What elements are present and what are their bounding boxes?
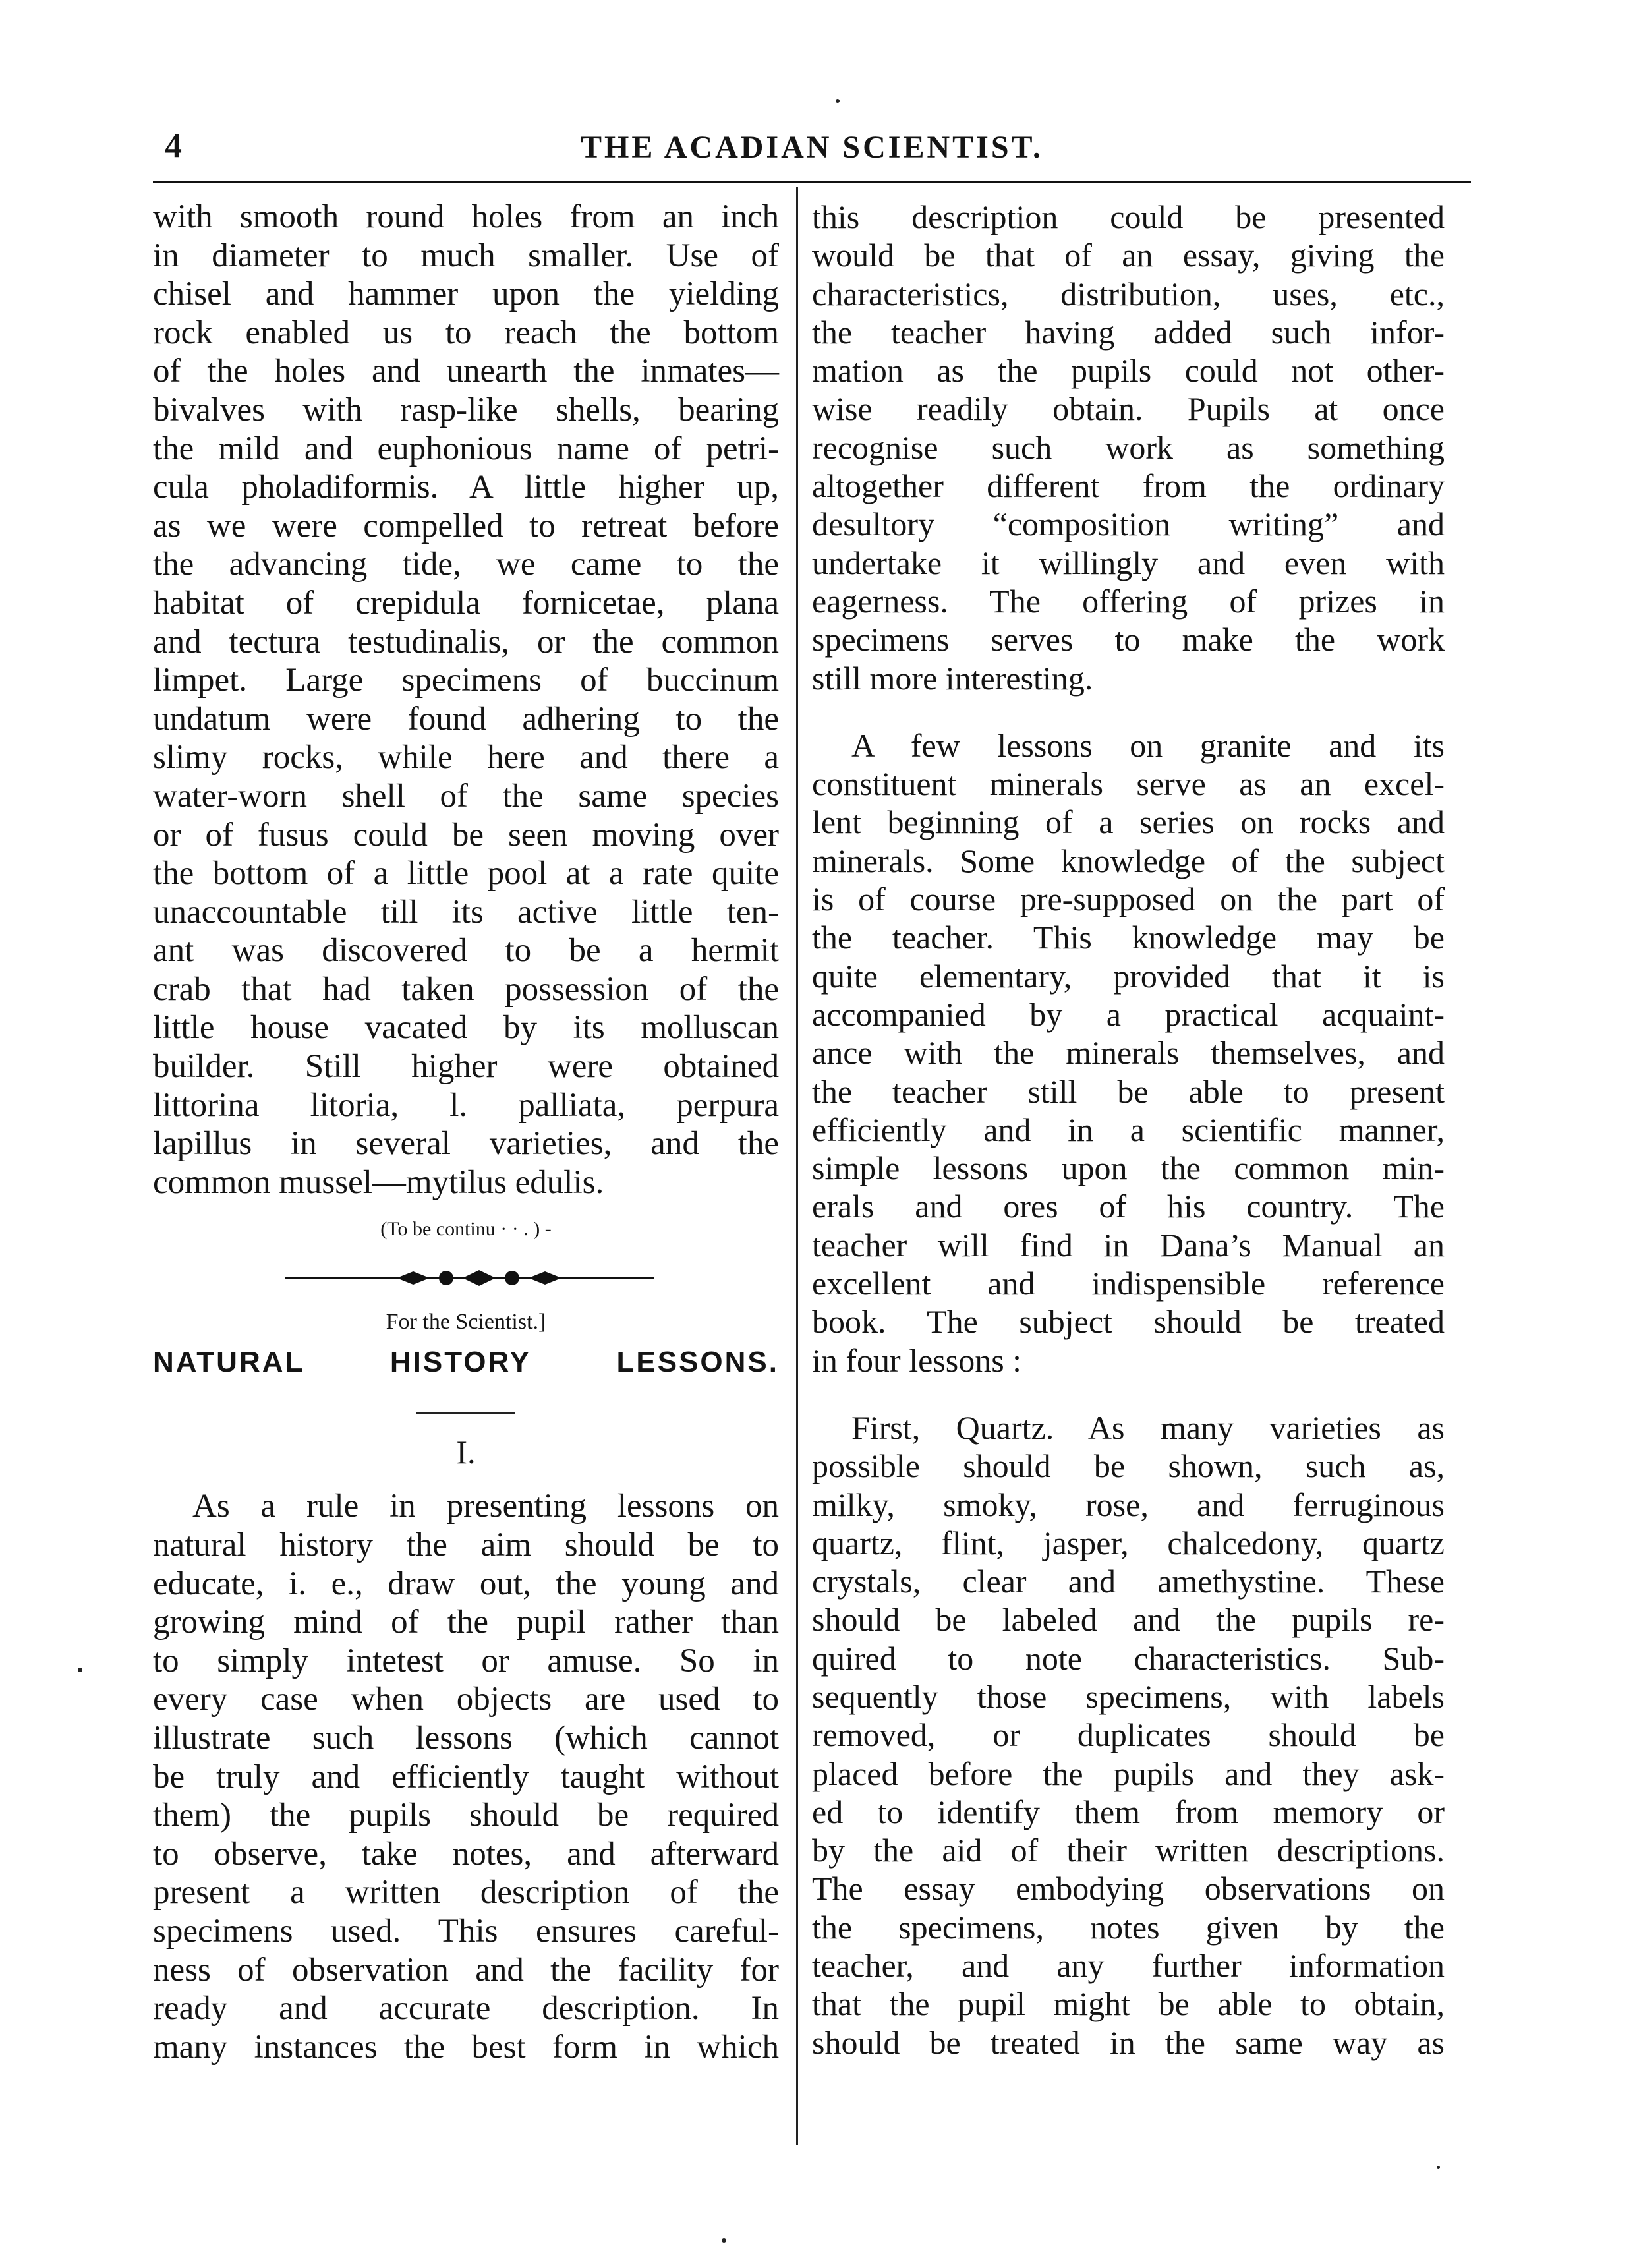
text-line: every case when objects are used to — [153, 1681, 779, 1718]
paragraph-gap — [812, 1380, 1445, 1409]
text-line: eagerness. The offering of prizes in — [812, 582, 1445, 620]
header-rule — [153, 181, 1471, 183]
text-line: in four lessons : — [812, 1341, 1022, 1379]
right-paragraph-1 — [812, 198, 1445, 697]
text-line: them) the pupils should be required — [153, 1797, 779, 1834]
column-divider — [796, 187, 798, 2145]
text-line: limpet. Large specimens of buccinum — [153, 662, 779, 699]
right-paragraph-2 — [812, 726, 1445, 1380]
text-line: should be treated in the same way as — [812, 2023, 1445, 2061]
text-line: wise readily obtain. Pupils at once — [812, 390, 1445, 428]
text-line: unaccountable till its active little ten- — [153, 893, 779, 931]
text-line: the bottom of a little pool at a rate quite — [153, 855, 779, 892]
text-line: undertake it willingly and even with — [812, 544, 1445, 581]
text-line: removed, or duplicates should be — [812, 1716, 1445, 1754]
text-line: excellent and indispensible reference — [812, 1265, 1445, 1302]
text-line: is of course pre-supposed on the part of — [812, 881, 1445, 918]
text-line: the advancing tide, we came to the — [153, 546, 779, 583]
text-line: to observe, take notes, and afterward — [153, 1835, 779, 1873]
text-line: or of fusus could be seen moving over — [153, 816, 779, 854]
text-line: little house vacated by its molluscan — [153, 1009, 779, 1047]
text-line: natural history the aim should be to — [153, 1527, 779, 1564]
text-line: quite elementary, provided that it is — [812, 957, 1445, 995]
text-line: common mussel—mytilus edulis. — [153, 1163, 604, 1201]
title-rule — [416, 1412, 515, 1414]
text-line: book. The subject should be treated — [812, 1303, 1445, 1341]
source-note: For the Scientist.] — [386, 1310, 546, 1335]
right-paragraph-3 — [812, 1409, 1445, 2062]
text-line: characteristics, distribution, uses, etc., — [812, 275, 1445, 312]
text-line: ant was discovered to be a hermit — [153, 932, 779, 970]
text-line: specimens used. This ensures careful- — [153, 1912, 779, 1950]
text-line: ready and accurate description. In — [153, 1990, 779, 2027]
ornament-rule-icon — [285, 1265, 654, 1291]
text-line: as we were compelled to retreat before — [153, 507, 779, 544]
text-line: sequently those specimens, with labels — [812, 1677, 1445, 1715]
running-title: THE ACADIAN SCIENTIST. — [581, 130, 1043, 165]
text-line: mation as the pupils could not other- — [812, 352, 1445, 390]
section-ornament — [153, 1257, 779, 1303]
text-line: by the aid of their written descriptions. — [812, 1832, 1445, 1869]
text-line: teacher will find in Dana’s Manual an — [812, 1226, 1445, 1264]
text-line: still more interesting. — [812, 659, 1093, 697]
text-line: crab that had taken possession of the — [153, 970, 779, 1008]
text-line: efficiently and in a scientific manner, — [812, 1111, 1445, 1148]
text-line: minerals. Some knowledge of the subject — [812, 842, 1445, 879]
print-speck — [836, 99, 840, 103]
text-line: and tectura testudinalis, or the common — [153, 623, 779, 660]
text-line: desultory “composition writing” and — [812, 506, 1445, 543]
text-line: water-worn shell of the same species — [153, 777, 779, 815]
left-column — [153, 198, 779, 2066]
text-line: builder. Still higher were obtained — [153, 1048, 779, 1086]
text-line: with smooth round holes from an inch — [153, 198, 779, 235]
text-line: the mild and euphonious name of petri- — [153, 430, 779, 467]
left-paragraph-1 — [153, 198, 779, 1202]
text-line: A few lessons on granite and its — [851, 726, 1445, 764]
text-line: quired to note characteristics. Sub- — [812, 1639, 1445, 1677]
text-line: quartz, flint, jasper, chalcedony, quartz — [812, 1524, 1445, 1561]
text-line: in diameter to much smaller. Use of — [153, 237, 779, 274]
text-line: accompanied by a practical acquaint- — [812, 995, 1445, 1033]
text-line: habitat of crepidula fornicetae, plana — [153, 584, 779, 622]
text-line: bivalves with rasp-like shells, bearing — [153, 391, 779, 428]
text-line: constituent minerals serve as an excel- — [812, 765, 1445, 803]
text-line: educate, i. e., draw out, the young and — [153, 1565, 779, 1602]
text-line: littorina litoria, l. palliata, perpura — [153, 1086, 779, 1124]
text-line: undatum were found adhering to the — [153, 700, 779, 738]
text-line: that the pupil might be able to obtain, — [812, 1985, 1445, 2023]
text-line: lent beginning of a series on rocks and — [812, 803, 1445, 841]
text-line: placed before the pupils and they ask- — [812, 1755, 1445, 1792]
text-line: growing mind of the pupil rather than — [153, 1604, 779, 1641]
text-line: recognise such work as something — [812, 428, 1445, 466]
text-line: many instances the best form in which — [153, 2028, 779, 2066]
text-line: the specimens, notes given by the — [812, 1908, 1445, 1946]
text-line: to simply intetest or amuse. So in — [153, 1642, 779, 1679]
text-line: of the holes and unearth the inmates— — [153, 353, 779, 390]
text-line: simple lessons upon the common min- — [812, 1149, 1445, 1187]
text-line: altogether different from the ordinary — [812, 467, 1445, 505]
left-paragraph-2 — [153, 1487, 779, 2066]
text-line: First, Quartz. As many varieties as — [851, 1409, 1445, 1446]
text-line: slimy rocks, while here and there a — [153, 739, 779, 776]
page-header — [153, 112, 1471, 191]
text-line: illustrate such lessons (which cannot — [153, 1720, 779, 1757]
print-speck — [78, 1668, 82, 1672]
to-be-continued-note: (To be continu · · . ) - — [380, 1218, 552, 1240]
text-line: be truly and efficiently taught without — [153, 1758, 779, 1795]
text-line: the teacher. This knowledge may be — [812, 919, 1445, 956]
text-line: crystals, clear and amethystine. These — [812, 1563, 1445, 1600]
text-line: As a rule in presenting lessons on — [192, 1488, 779, 1525]
text-line: The essay embodying observations on — [812, 1870, 1445, 1907]
text-line: should be labeled and the pupils re- — [812, 1601, 1445, 1639]
text-line: possible should be shown, such as, — [812, 1447, 1445, 1485]
text-line: milky, smoky, rose, and ferruginous — [812, 1486, 1445, 1523]
text-line: present a written description of the — [153, 1874, 779, 1911]
text-line: lapillus in several varieties, and the — [153, 1125, 779, 1163]
paragraph-gap — [812, 697, 1445, 726]
text-line: ness of observation and the facility for — [153, 1951, 779, 1989]
text-line: specimens serves to make the work — [812, 621, 1445, 658]
text-line: rock enabled us to reach the bottom — [153, 314, 779, 351]
text-line: this description could be presented — [812, 198, 1445, 235]
page-number: 4 — [165, 127, 182, 165]
text-line: the teacher having added such infor- — [812, 313, 1445, 351]
text-line: erals and ores of his country. The — [812, 1188, 1445, 1225]
print-speck — [722, 2238, 726, 2243]
text-line: teacher, and any further information — [812, 1947, 1445, 1985]
right-column — [812, 198, 1445, 2062]
text-line: ed to identify them from memory or — [812, 1793, 1445, 1830]
section-number: I. — [456, 1434, 476, 1471]
section-title: NATURAL HISTORY LESSONS. — [153, 1346, 779, 1379]
text-line: cula pholadiformis. A little higher up, — [153, 469, 779, 506]
text-line: would be that of an essay, giving the — [812, 237, 1445, 274]
text-line: ance with the minerals themselves, and — [812, 1034, 1445, 1072]
text-line: chisel and hammer upon the yielding — [153, 276, 779, 313]
print-speck — [1437, 2166, 1440, 2169]
text-line: the teacher still be able to present — [812, 1072, 1445, 1110]
